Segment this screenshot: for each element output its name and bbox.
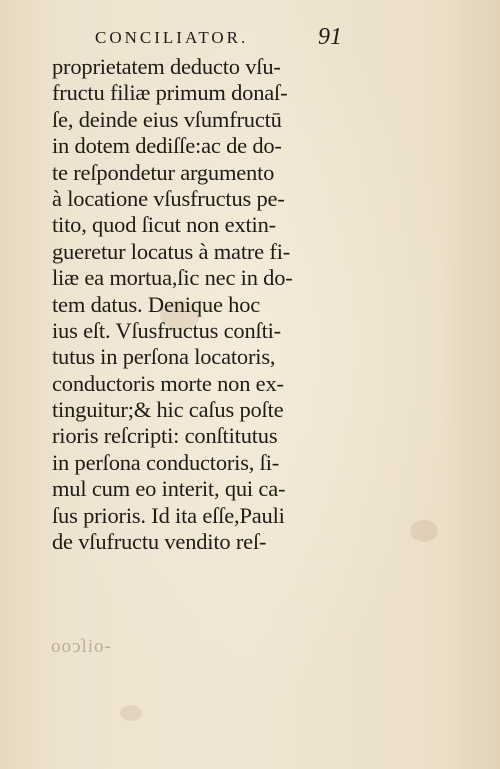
running-head: CONCILIATOR.	[95, 28, 249, 47]
text-line: de vſufructu vendito reſ-	[52, 529, 267, 555]
show-through-text: -oiſcoo	[50, 636, 111, 657]
text-line: gueretur locatus à matre fi-	[52, 238, 291, 264]
body-text	[52, 54, 357, 555]
text-line: à locatione vſusfructus pe-	[52, 185, 285, 211]
text-line: fructu filiæ primum donaſ-	[52, 80, 288, 106]
text-line: in dotem dediſſe:ac de do-	[52, 133, 282, 159]
paper-stain	[120, 705, 142, 721]
text-line: conductoris morte non ex-	[52, 370, 284, 396]
text-line: tutus in perſona locatoris,	[52, 344, 276, 370]
text-line: tito, quod ſicut non extin-	[52, 212, 276, 238]
text-line: te reſpondetur argumento	[52, 159, 275, 185]
text-line: tem datus. Denique hoc	[52, 291, 261, 317]
text-line: in perſona conductoris, ſi-	[52, 449, 280, 475]
text-line: ſe, deinde eius vſumfructū	[52, 106, 282, 132]
text-line: mul cum eo interit, qui ca-	[52, 476, 286, 502]
text-line: rioris reſcripti: conſtitutus	[52, 423, 278, 449]
text-line: tinguitur;& hic caſus poſte	[52, 397, 284, 423]
text-line: proprietatem deducto vſu-	[52, 54, 281, 79]
text-line: ius eſt. Vſusfructus conſti-	[52, 317, 281, 343]
text-line: ſus prioris. Id ita eſſe,Pauli	[52, 502, 285, 528]
text-line: liæ ea mortua,ſic nec in do-	[52, 265, 293, 291]
paper-stain	[410, 520, 438, 542]
page-number: 91	[318, 24, 342, 50]
